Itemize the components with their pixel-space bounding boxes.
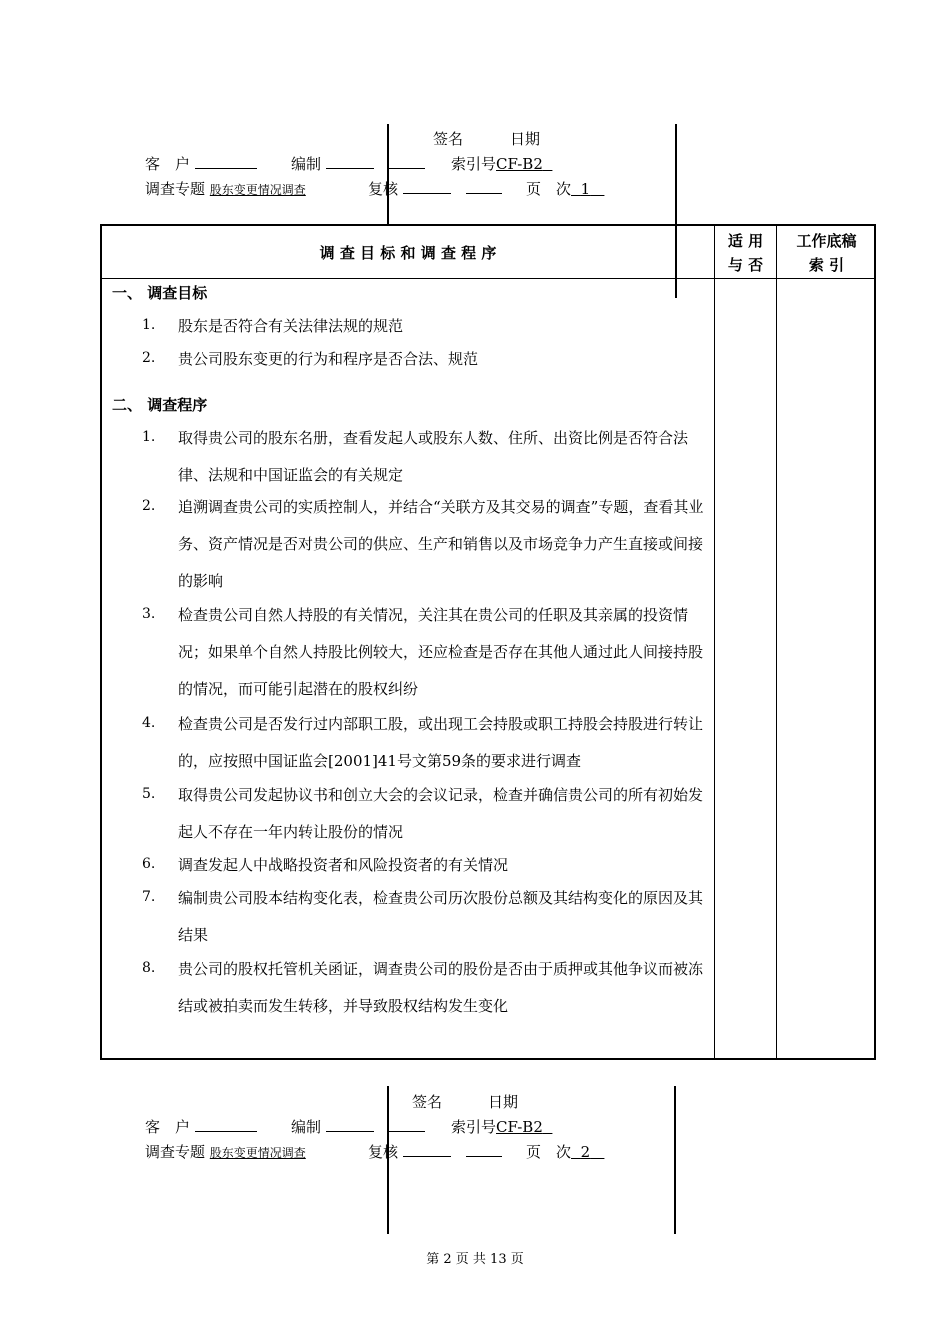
index-label: 索引号 bbox=[451, 155, 497, 173]
procedure-text: 取得贵公司的股东名册，查看发起人或股东人数、住所、出资比例是否符合法律、法规和中国证监会的有关规定 bbox=[178, 429, 689, 484]
col-header-index bbox=[777, 229, 876, 277]
procedure-number: 3. bbox=[142, 606, 156, 622]
section-procedures-title: 二、 调查程序 bbox=[112, 396, 208, 414]
procedure-table bbox=[100, 224, 876, 1060]
compiler-label: 编制 bbox=[291, 155, 322, 173]
objective-text: 股东是否符合有关法律法规的规范 bbox=[178, 317, 404, 335]
compiler-field[interactable] bbox=[326, 1117, 374, 1132]
compiler-date-field[interactable] bbox=[389, 1117, 425, 1132]
col-header-apply bbox=[715, 229, 776, 277]
column-divider-apply bbox=[714, 226, 715, 1058]
index-value: CF-B2 bbox=[496, 1118, 543, 1136]
procedure-text: 检查贵公司自然人持股的有关情况，关注其在贵公司的任职及其亲属的投资情况；如果单个自然人持股比例较大，还应检查是否存在其他人通过此人间接持股的情况，而可能引起潜在的股权纠纷 bbox=[178, 606, 704, 698]
header-row-divider bbox=[102, 278, 874, 279]
topic-value: 股东变更情况调查 bbox=[209, 1146, 306, 1160]
procedure-number: 2. bbox=[142, 498, 156, 514]
review-label: 复核 bbox=[368, 1143, 399, 1161]
client-field[interactable] bbox=[195, 154, 257, 169]
review-date-field[interactable] bbox=[466, 1142, 502, 1157]
client-label: 客 户 bbox=[145, 1118, 191, 1136]
sign-label: 签名 bbox=[412, 1093, 443, 1111]
index-value: CF-B2 bbox=[496, 155, 543, 173]
page-value: 2 bbox=[580, 1143, 591, 1161]
index-label: 索引号 bbox=[451, 1118, 497, 1136]
header1-divider-left bbox=[387, 124, 389, 224]
header2-divider-right bbox=[674, 1086, 676, 1234]
client-field[interactable] bbox=[195, 1117, 257, 1132]
topic-value: 股东变更情况调查 bbox=[209, 183, 306, 197]
page-value: 1 bbox=[580, 180, 591, 198]
procedure-number: 7. bbox=[142, 889, 156, 905]
procedure-text: 检查贵公司是否发行过内部职工股，或出现工会持股或职工持股会持股进行转让的，应按照中国证监会[2001]41号文第59条的要求进行调查 bbox=[178, 715, 704, 770]
topic-label: 调查专题 bbox=[145, 180, 206, 198]
objective-text: 贵公司股东变更的行为和程序是否合法、规范 bbox=[178, 350, 479, 368]
column-divider-index bbox=[776, 226, 777, 1058]
procedure-text: 贵公司的股权托管机关函证，调查贵公司的股份是否由于质押或其他争议而被冻结或被拍卖而发生转移，并导致股权结构发生变化 bbox=[178, 960, 704, 1015]
page-label: 页 次 bbox=[526, 180, 572, 198]
date-label: 日期 bbox=[510, 130, 541, 148]
procedure-number: 5. bbox=[142, 786, 156, 802]
procedure-number: 8. bbox=[142, 960, 156, 976]
page-footer: 第 2 页 共 13 页 bbox=[426, 1252, 524, 1267]
sign-label: 签名 bbox=[433, 130, 464, 148]
col-header-apply-line1: 适 用 bbox=[727, 232, 764, 250]
compiler-field[interactable] bbox=[326, 154, 374, 169]
procedure-number: 4. bbox=[142, 715, 156, 731]
procedure-text: 取得贵公司发起协议书和创立大会的会议记录，检查并确信贵公司的所有初始发起人不存在一年内转让股份的情况 bbox=[178, 786, 704, 841]
review-field[interactable] bbox=[403, 179, 451, 194]
objective-number: 2. bbox=[142, 350, 156, 366]
procedure-text: 编制贵公司股本结构变化表，检查贵公司历次股份总额及其结构变化的原因及其结果 bbox=[178, 889, 704, 944]
col-header-index-line2: 索 引 bbox=[808, 256, 845, 274]
page-label: 页 次 bbox=[526, 1143, 572, 1161]
compiler-date-field[interactable] bbox=[389, 154, 425, 169]
procedure-number: 6. bbox=[142, 856, 156, 872]
procedure-text: 调查发起人中战略投资者和风险投资者的有关情况 bbox=[178, 856, 509, 874]
topic-label: 调查专题 bbox=[145, 1143, 206, 1161]
date-label: 日期 bbox=[488, 1093, 519, 1111]
col-header-index-line1: 工作底稿 bbox=[796, 232, 857, 250]
review-date-field[interactable] bbox=[466, 179, 502, 194]
review-label: 复核 bbox=[368, 180, 399, 198]
review-field[interactable] bbox=[403, 1142, 451, 1157]
col-header-main: 调 查 目 标 和 调 查 程 序 bbox=[319, 244, 497, 262]
col-header-apply-line2: 与 否 bbox=[727, 256, 764, 274]
section-objectives-title: 一、 调查目标 bbox=[112, 284, 208, 302]
client-label: 客 户 bbox=[145, 155, 191, 173]
compiler-label: 编制 bbox=[291, 1118, 322, 1136]
procedure-text: 追溯调查贵公司的实质控制人，并结合“关联方及其交易的调查”专题，查看其业务、资产情况是否对贵公司的供应、生产和销售以及市场竞争力产生直接或间接的影响 bbox=[178, 498, 704, 590]
procedure-number: 1. bbox=[142, 429, 156, 445]
objective-number: 1. bbox=[142, 317, 156, 333]
